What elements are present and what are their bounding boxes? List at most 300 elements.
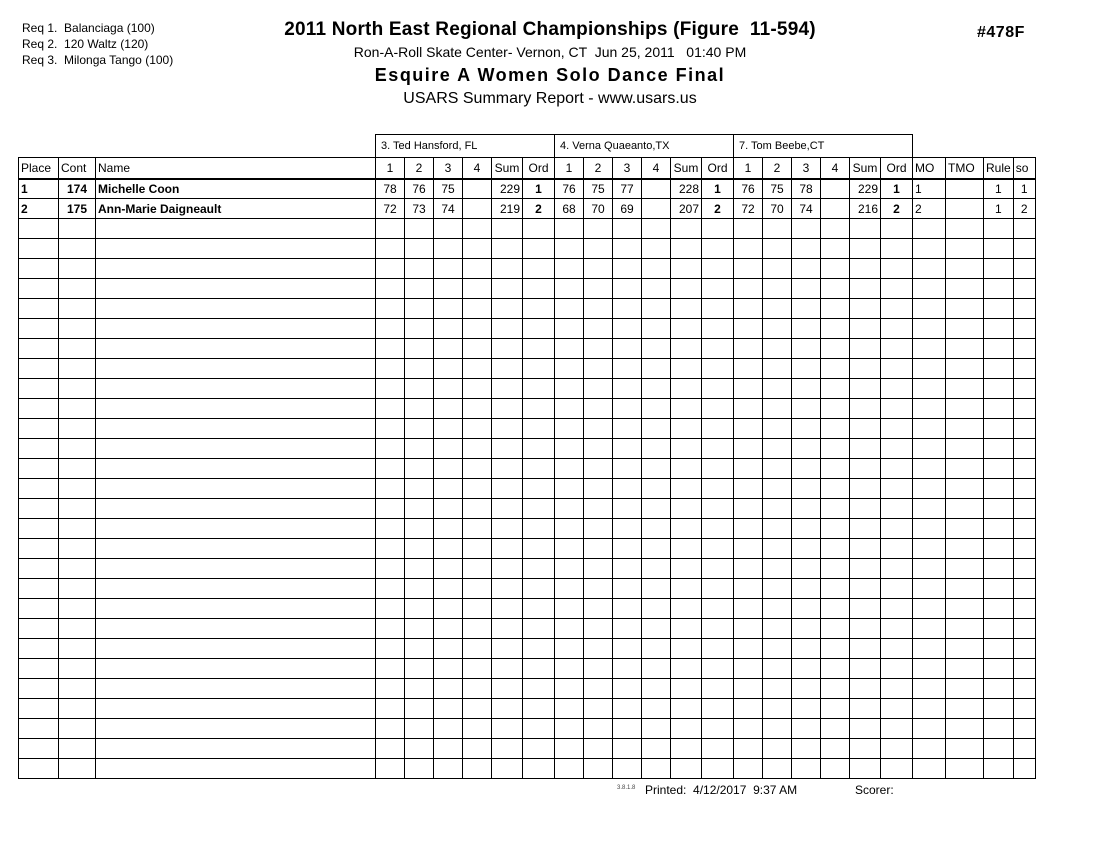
empty-cell [463,319,492,339]
empty-cell [1013,719,1035,739]
empty-cell [96,719,376,739]
empty-cell [702,739,734,759]
empty-cell [946,639,984,659]
empty-cell [463,579,492,599]
empty-cell [584,539,613,559]
empty-cell [492,639,523,659]
empty-cell [1013,579,1035,599]
empty-cell [1013,259,1035,279]
empty-cell [523,519,555,539]
cell-score-judge3-mark3: 74 [792,199,821,219]
empty-cell [792,559,821,579]
column-header-3: 3 [613,158,642,179]
empty-cell [584,359,613,379]
empty-cell [463,239,492,259]
empty-cell [434,239,463,259]
empty-cell [850,499,881,519]
empty-cell [984,679,1014,699]
empty-cell [984,319,1014,339]
empty-cell [946,479,984,499]
empty-cell [1013,499,1035,519]
empty-cell [405,519,434,539]
empty-cell [59,619,96,639]
empty-cell [613,459,642,479]
empty-cell [671,559,702,579]
empty-cell [792,579,821,599]
empty-cell [702,659,734,679]
empty-row [19,519,1036,539]
empty-cell [763,439,792,459]
empty-cell [463,359,492,379]
empty-cell [642,539,671,559]
cell-score-judge1-mark4 [463,199,492,219]
empty-cell [734,419,763,439]
empty-cell [1013,739,1035,759]
empty-cell [584,239,613,259]
empty-cell [913,559,946,579]
empty-cell [613,339,642,359]
empty-cell [463,459,492,479]
empty-cell [376,559,405,579]
empty-cell [434,579,463,599]
empty-cell [671,599,702,619]
empty-cell [492,479,523,499]
empty-cell [642,679,671,699]
empty-cell [792,699,821,719]
empty-cell [96,699,376,719]
empty-cell [463,439,492,459]
empty-cell [984,439,1014,459]
empty-cell [881,419,913,439]
empty-cell [523,359,555,379]
empty-cell [881,339,913,359]
empty-cell [734,239,763,259]
empty-cell [850,379,881,399]
empty-cell [523,559,555,579]
empty-cell [763,379,792,399]
empty-cell [642,719,671,739]
empty-cell [702,639,734,659]
empty-cell [584,639,613,659]
empty-cell [19,599,59,619]
empty-cell [19,579,59,599]
empty-cell [642,459,671,479]
empty-cell [59,599,96,619]
empty-cell [463,539,492,559]
column-header-ord: Ord [702,158,734,179]
empty-cell [613,219,642,239]
empty-cell [19,739,59,759]
empty-cell [734,539,763,559]
empty-cell [946,579,984,599]
empty-cell [984,299,1014,319]
scorer-label: Scorer: [855,783,894,797]
cell-score-judge3-mark4 [821,179,850,199]
empty-cell [59,299,96,319]
empty-cell [96,239,376,259]
empty-cell [59,699,96,719]
empty-cell [555,519,584,539]
empty-cell [702,279,734,299]
empty-cell [555,579,584,599]
empty-cell [96,559,376,579]
cell-sum-judge1: 229 [492,179,523,199]
empty-cell [763,259,792,279]
empty-cell [555,479,584,499]
empty-cell [702,219,734,239]
empty-row [19,359,1036,379]
column-header-sum: Sum [492,158,523,179]
empty-cell [946,719,984,739]
empty-cell [1013,679,1035,699]
empty-cell [913,219,946,239]
empty-cell [59,759,96,779]
judge-row-right-spacer [913,135,1036,158]
empty-cell [492,539,523,559]
empty-cell [376,459,405,479]
empty-cell [463,479,492,499]
empty-cell [821,239,850,259]
empty-cell [584,419,613,439]
empty-row [19,619,1036,639]
empty-cell [19,359,59,379]
empty-cell [702,339,734,359]
empty-cell [821,539,850,559]
empty-cell [555,259,584,279]
empty-cell [763,559,792,579]
empty-cell [96,479,376,499]
empty-cell [913,499,946,519]
empty-cell [523,579,555,599]
empty-cell [881,519,913,539]
empty-cell [792,479,821,499]
empty-cell [671,579,702,599]
empty-row [19,339,1036,359]
cell-score-judge1-mark2: 73 [405,199,434,219]
empty-cell [376,759,405,779]
empty-cell [821,479,850,499]
cell-score-judge1-mark3: 75 [434,179,463,199]
empty-cell [792,679,821,699]
empty-cell [584,679,613,699]
empty-cell [850,399,881,419]
empty-cell [523,379,555,399]
empty-cell [523,639,555,659]
empty-cell [613,239,642,259]
empty-cell [555,359,584,379]
venue-date-line: Ron-A-Roll Skate Center- Vernon, CT Jun 25, 2011 01:40 PM [353,44,747,60]
empty-cell [821,219,850,239]
empty-cell [405,439,434,459]
empty-cell [434,519,463,539]
empty-cell [555,739,584,759]
empty-row [19,419,1036,439]
empty-cell [763,659,792,679]
empty-cell [642,399,671,419]
empty-cell [584,619,613,639]
empty-cell [913,699,946,719]
empty-cell [881,559,913,579]
empty-cell [376,539,405,559]
empty-cell [763,319,792,339]
empty-cell [613,439,642,459]
empty-cell [96,499,376,519]
empty-cell [881,399,913,419]
empty-cell [671,539,702,559]
empty-cell [1013,339,1035,359]
cell-score-judge2-mark2: 75 [584,179,613,199]
empty-cell [671,439,702,459]
empty-cell [734,439,763,459]
empty-cell [555,539,584,559]
empty-cell [96,339,376,359]
cell-score-judge3-mark1: 76 [734,179,763,199]
empty-cell [821,399,850,419]
empty-cell [642,339,671,359]
empty-cell [984,219,1014,239]
empty-cell [405,599,434,619]
empty-cell [850,539,881,559]
empty-cell [850,359,881,379]
empty-cell [492,259,523,279]
empty-cell [523,259,555,279]
empty-cell [702,459,734,479]
empty-cell [946,439,984,459]
empty-cell [463,399,492,419]
cell-place: 2 [19,199,59,219]
empty-row [19,639,1036,659]
empty-cell [946,239,984,259]
cell-tmo [946,199,984,219]
empty-cell [763,339,792,359]
empty-cell [376,399,405,419]
empty-cell [763,599,792,619]
empty-row [19,719,1036,739]
empty-cell [850,679,881,699]
empty-cell [763,759,792,779]
empty-cell [671,339,702,359]
cell-skater-name: Ann-Marie Daigneault [96,199,376,219]
empty-cell [642,759,671,779]
empty-cell [376,599,405,619]
empty-cell [492,579,523,599]
empty-cell [613,479,642,499]
empty-cell [555,719,584,739]
empty-cell [913,299,946,319]
empty-cell [734,579,763,599]
empty-cell [734,679,763,699]
empty-cell [763,679,792,699]
empty-cell [881,759,913,779]
cell-place: 1 [19,179,59,199]
empty-cell [946,679,984,699]
empty-cell [671,299,702,319]
empty-cell [584,519,613,539]
empty-cell [984,459,1014,479]
empty-cell [19,419,59,439]
empty-cell [405,479,434,499]
empty-cell [96,279,376,299]
empty-cell [984,379,1014,399]
empty-cell [734,459,763,479]
empty-row [19,319,1036,339]
empty-cell [555,599,584,619]
empty-cell [792,659,821,679]
empty-cell [523,439,555,459]
empty-cell [523,279,555,299]
empty-cell [523,539,555,559]
empty-cell [763,639,792,659]
empty-cell [671,399,702,419]
empty-cell [702,559,734,579]
empty-cell [671,359,702,379]
empty-cell [702,519,734,539]
empty-cell [850,219,881,239]
column-header-1: 1 [555,158,584,179]
empty-row [19,379,1036,399]
empty-cell [642,639,671,659]
empty-cell [913,639,946,659]
empty-cell [463,419,492,439]
empty-cell [584,599,613,619]
empty-cell [946,599,984,619]
empty-cell [584,499,613,519]
event-title: Esquire A Women Solo Dance Final [374,65,726,85]
column-header-cont: Cont [59,158,96,179]
empty-cell [984,699,1014,719]
empty-cell [434,679,463,699]
empty-cell [734,359,763,379]
empty-cell [642,219,671,239]
empty-cell [792,219,821,239]
empty-cell [19,259,59,279]
empty-cell [19,559,59,579]
empty-cell [555,759,584,779]
empty-cell [376,519,405,539]
empty-cell [463,299,492,319]
empty-cell [881,739,913,759]
empty-cell [96,419,376,439]
empty-cell [671,679,702,699]
empty-cell [96,399,376,419]
empty-cell [434,619,463,639]
empty-cell [613,539,642,559]
empty-cell [1013,299,1035,319]
empty-cell [376,419,405,439]
empty-cell [671,499,702,519]
empty-cell [850,279,881,299]
judge-name-1: 3. Ted Hansford, FL [376,135,555,158]
empty-cell [984,739,1014,759]
column-header-mo: MO [913,158,946,179]
judge-name-3: 7. Tom Beebe,CT [734,135,913,158]
empty-cell [946,539,984,559]
empty-cell [821,519,850,539]
empty-cell [1013,459,1035,479]
empty-cell [734,379,763,399]
empty-cell [96,639,376,659]
cell-so: 2 [1013,199,1035,219]
empty-cell [376,299,405,319]
empty-cell [613,739,642,759]
column-header-ord: Ord [523,158,555,179]
empty-cell [1013,439,1035,459]
empty-cell [405,379,434,399]
event-number: #478F [977,24,1025,41]
empty-cell [492,359,523,379]
empty-cell [984,399,1014,419]
column-header-3: 3 [792,158,821,179]
empty-row [19,279,1036,299]
empty-cell [671,619,702,639]
empty-cell [584,659,613,679]
report-type-line: USARS Summary Report - www.usars.us [403,90,697,107]
empty-cell [434,399,463,419]
empty-cell [671,219,702,239]
cell-score-judge1-mark4 [463,179,492,199]
empty-cell [946,739,984,759]
empty-row [19,599,1036,619]
empty-cell [984,759,1014,779]
empty-cell [405,679,434,699]
empty-cell [850,479,881,499]
empty-cell [734,259,763,279]
empty-cell [984,339,1014,359]
empty-cell [96,359,376,379]
empty-cell [642,659,671,679]
empty-cell [376,259,405,279]
empty-cell [1013,379,1035,399]
empty-cell [763,699,792,719]
empty-cell [555,299,584,319]
empty-cell [946,219,984,239]
empty-cell [946,499,984,519]
empty-cell [984,639,1014,659]
empty-cell [59,719,96,739]
empty-cell [59,259,96,279]
empty-cell [821,259,850,279]
empty-cell [59,339,96,359]
empty-cell [881,719,913,739]
empty-cell [555,619,584,639]
column-header-so: so [1013,158,1035,179]
cell-ordinal-judge2: 1 [702,179,734,199]
empty-cell [821,359,850,379]
empty-cell [405,259,434,279]
empty-cell [492,379,523,399]
empty-cell [376,319,405,339]
empty-cell [763,739,792,759]
empty-cell [821,719,850,739]
empty-cell [702,579,734,599]
empty-cell [19,659,59,679]
empty-cell [734,519,763,539]
empty-cell [59,399,96,419]
empty-cell [1013,359,1035,379]
empty-cell [850,699,881,719]
empty-cell [671,699,702,719]
empty-cell [702,239,734,259]
column-header-sum: Sum [671,158,702,179]
empty-cell [642,239,671,259]
empty-cell [642,739,671,759]
empty-cell [881,319,913,339]
column-header-4: 4 [821,158,850,179]
empty-cell [434,339,463,359]
empty-cell [881,439,913,459]
report-header [0,19,1100,108]
empty-cell [555,379,584,399]
